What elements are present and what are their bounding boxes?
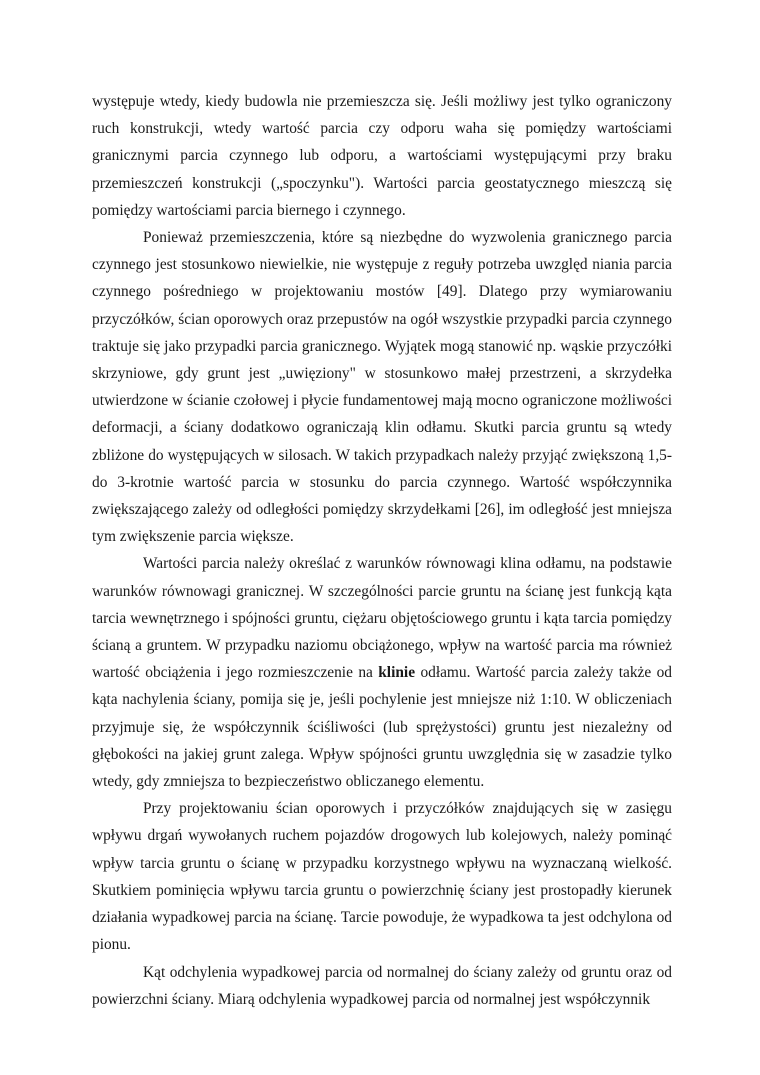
paragraph-3	[92, 550, 672, 795]
paragraph-5: Kąt odchylenia wypadkowej parcia od normalnej do ściany zależy od gruntu oraz od powierzchni ściany. Miarą odchylenia wypadkowej parcia od normalnej jest współczynnik	[92, 963, 672, 1008]
bold-word-klinie: klinie	[378, 664, 416, 682]
paragraph-4: Przy projektowaniu ścian oporowych i przyczółków znajdujących się w zasięgu wpływu drgań wywołanych ruchem pojazdów drogowych lub kolejowych, należy pominąć wpływ tarcia gruntu o ścianę w przypadku korzystnego wpływu na wyznaczaną wielkość. Skutkiem pominięcia wpływu tarcia gruntu o powierzchnię ściany jest prostopadły kierunek działania wypadkowej parcia na ścianę. Tarcie powoduje, że wypadkowa ta jest odchylona od pionu.	[92, 800, 672, 954]
paragraph-3-text-before: Wartości parcia należy określać z warunków równowagi klina odłamu, na podstawie warunków równowagi granicznej. W szczególności parcie gruntu na ścianę jest funkcją kąta tarcia wewnętrznego i spójności gruntu, ciężaru objętościowego gruntu i kąta tarcia pomiędzy ścianą a gruntem. W przypadku naziomu obciążonego, wpływ na wartość parcia ma również wartość obciążenia i jego rozmieszczenie na	[92, 555, 672, 682]
paragraph-3-text-after: odłamu. Wartość parcia zależy także od kąta nachylenia ściany, pomija się je, jeśli pochylenie jest mniejsze niż 1:10. W obliczeniach przyjmuje się, że współczynnik ściśliwości (lub sprężystości) gruntu jest niezależny od głębokości na jakiej grunt zalega. Wpływ spójności gruntu uwzględnia się w zasadzie tylko wtedy, gdy zmniejsza to bezpieczeństwo obliczanego elementu.	[92, 664, 672, 791]
paragraph-2: Ponieważ przemieszczenia, które są niezbędne do wyzwolenia granicznego parcia czynnego jest stosunkowo niewielkie, nie występuje z reguły potrzeba uwzględ niania parcia czynnego pośredniego w projektowaniu mostów [49]. Dlatego przy wymiarowaniu przyczółków, ścian oporowych oraz przepustów na ogół wszystkie przypadki parcia czynnego traktuje się jako przypadki parcia granicznego. Wyjątek mogą stanowić np. wąskie przyczółki skrzyniowe, gdy grunt jest „uwięziony" w stosunkowo małej przestrzeni, a skrzydełka utwierdzone w ścianie czołowej i płycie fundamentowej mają mocno ograniczone możliwości deformacji, a ściany dodatkowo ograniczają klin odłamu. Skutki parcia gruntu są wtedy zbliżone do występujących w silosach. W takich przypadkach należy przyjąć zwiększoną 1,5- do 3-krotnie wartość parcia w stosunku do parcia czynnego. Wartość współczynnika zwiększającego zależy od odległości pomiędzy skrzydełkami [26], im odległość jest mniejsza tym zwiększenie parcia większe.	[92, 229, 672, 546]
body-text	[92, 88, 672, 1013]
paragraph-1: występuje wtedy, kiedy budowla nie przemieszcza się. Jeśli możliwy jest tylko ograniczony ruch konstrukcji, wtedy wartość parcia czy odporu waha się pomiędzy wartościami granicznymi parcia czynnego lub odporu, a wartościami występującymi przy braku przemieszczeń konstrukcji („spoczynku"). Wartości parcia geostatycznego mieszczą się pomiędzy wartościami parcia biernego i czynnego.	[92, 93, 672, 219]
